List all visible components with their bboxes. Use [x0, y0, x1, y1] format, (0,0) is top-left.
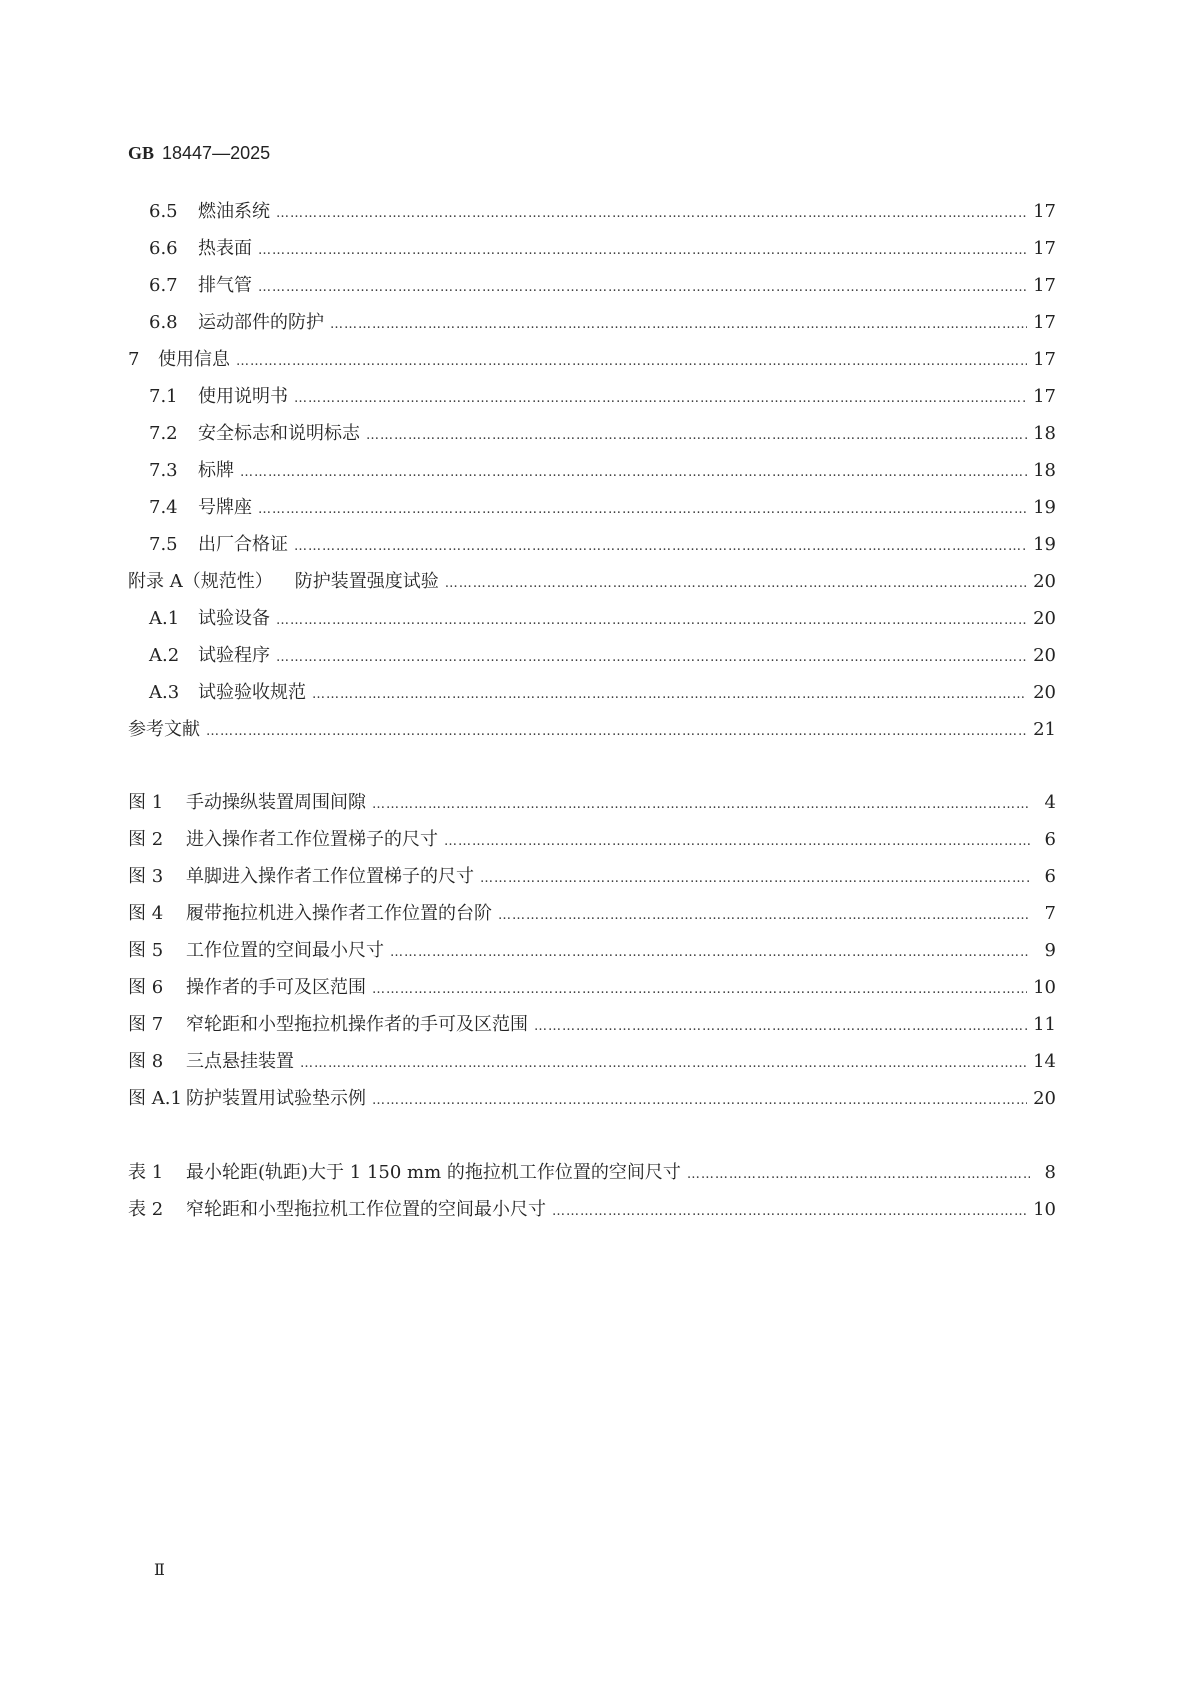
dot-leader — [294, 539, 1027, 554]
toc-entry[interactable] — [128, 788, 1056, 814]
toc-entry[interactable] — [128, 1195, 1056, 1221]
toc-entry[interactable] — [128, 936, 1056, 962]
entry-page: 20 — [1033, 608, 1056, 629]
dot-leader — [372, 982, 1027, 997]
entry-number: 7.5 — [149, 534, 178, 555]
entry-number: 表 1 — [128, 1162, 164, 1183]
toc-entry[interactable] — [128, 715, 1056, 741]
entry-title: 出厂合格证 — [198, 534, 288, 555]
entry-page: 17 — [1033, 312, 1056, 333]
toc-entry[interactable] — [149, 493, 1056, 519]
toc-entry[interactable] — [128, 1047, 1056, 1073]
entry-page: 14 — [1033, 1051, 1056, 1072]
toc-entry[interactable] — [149, 382, 1056, 408]
toc-entry[interactable] — [128, 825, 1056, 851]
dot-leader — [206, 724, 1027, 739]
entry-number: 7.4 — [149, 497, 178, 518]
entry-page: 7 — [1044, 903, 1056, 924]
entry-number: 图 7 — [128, 1014, 164, 1035]
entry-number: 6.6 — [149, 238, 178, 259]
entry-page: 20 — [1033, 571, 1056, 592]
entry-page: 20 — [1033, 682, 1056, 703]
entry-title: 使用信息 — [158, 349, 230, 370]
entry-title: 试验验收规范 — [198, 682, 306, 703]
entry-page: 18 — [1033, 423, 1056, 444]
toc-entry[interactable] — [128, 567, 1056, 593]
entry-number: 7 — [128, 349, 140, 370]
toc-entry[interactable] — [128, 899, 1056, 925]
dot-leader — [258, 243, 1027, 258]
toc-entry[interactable] — [128, 862, 1056, 888]
entry-title: 运动部件的防护 — [198, 312, 324, 333]
entry-title: 履带拖拉机进入操作者工作位置的台阶 — [186, 903, 492, 924]
dot-leader — [276, 650, 1027, 665]
entry-title: 进入操作者工作位置梯子的尺寸 — [186, 829, 438, 850]
entry-page: 17 — [1033, 238, 1056, 259]
toc-entry[interactable] — [149, 419, 1056, 445]
entry-number: 7.1 — [149, 386, 178, 407]
dot-leader — [258, 502, 1027, 517]
dot-leader — [258, 280, 1027, 295]
entry-title: 参考文献 — [128, 719, 200, 740]
entry-number: 7.2 — [149, 423, 178, 444]
toc-entry[interactable] — [149, 456, 1056, 482]
toc-entry[interactable] — [128, 1084, 1056, 1110]
entry-title: 防护装置强度试验 — [294, 571, 439, 592]
entry-title: 窄轮距和小型拖拉机工作位置的空间最小尺寸 — [186, 1199, 546, 1220]
entry-number: 6.8 — [149, 312, 178, 333]
entry-page: 17 — [1033, 275, 1056, 296]
entry-page: 17 — [1033, 349, 1056, 370]
dot-leader — [687, 1167, 1030, 1182]
entry-page: 18 — [1033, 460, 1056, 481]
entry-page: 19 — [1033, 497, 1056, 518]
dot-leader — [240, 465, 1027, 480]
entry-title: 试验程序 — [198, 645, 270, 666]
entry-title: 最小轮距(轨距)大于 1 150 mm 的拖拉机工作位置的空间尺寸 — [186, 1162, 681, 1183]
entry-number: A.2 — [149, 645, 180, 666]
dot-leader — [444, 834, 1030, 849]
dot-leader — [390, 945, 1030, 960]
dot-leader — [312, 687, 1027, 702]
toc-entry[interactable] — [128, 1010, 1056, 1036]
entry-page: 10 — [1033, 1199, 1056, 1220]
dot-leader — [372, 1093, 1027, 1108]
entry-page: 17 — [1033, 201, 1056, 222]
toc-entry[interactable] — [128, 345, 1056, 371]
toc-entry[interactable] — [149, 308, 1056, 334]
toc-entry[interactable] — [149, 530, 1056, 556]
toc-entry[interactable] — [149, 678, 1056, 704]
entry-number: 图 A.1 — [128, 1088, 182, 1109]
entry-number: 图 3 — [128, 866, 164, 887]
entry-title: 标牌 — [198, 460, 234, 481]
toc-entry[interactable] — [149, 234, 1056, 260]
entry-title: 三点悬挂装置 — [186, 1051, 294, 1072]
entry-number: 表 2 — [128, 1199, 164, 1220]
toc-entry[interactable] — [128, 973, 1056, 999]
dot-leader — [276, 206, 1027, 221]
dot-leader — [236, 354, 1027, 369]
entry-page: 10 — [1033, 977, 1056, 998]
entry-title: 排气管 — [198, 275, 252, 296]
entry-title: 工作位置的空间最小尺寸 — [186, 940, 384, 961]
dot-leader — [276, 613, 1027, 628]
entry-title: 窄轮距和小型拖拉机操作者的手可及区范围 — [186, 1014, 528, 1035]
entry-page: 6 — [1044, 829, 1056, 850]
toc-entry[interactable] — [149, 641, 1056, 667]
dot-leader — [498, 908, 1030, 923]
entry-number: 图 6 — [128, 977, 164, 998]
entry-title: 试验设备 — [198, 608, 270, 629]
toc-entry[interactable] — [149, 604, 1056, 630]
entry-page: 20 — [1033, 1088, 1056, 1109]
dot-leader — [552, 1204, 1027, 1219]
entry-page: 19 — [1033, 534, 1056, 555]
dot-leader — [372, 797, 1030, 812]
entry-title: 号牌座 — [198, 497, 252, 518]
entry-number: A.3 — [149, 682, 180, 703]
entry-title: 防护装置用试验垫示例 — [186, 1088, 366, 1109]
entry-number: 图 1 — [128, 792, 164, 813]
standard-prefix: GB — [128, 143, 155, 163]
entry-title: 安全标志和说明标志 — [198, 423, 360, 444]
entry-page: 17 — [1033, 386, 1056, 407]
entry-title: 手动操纵装置周围间隙 — [186, 792, 366, 813]
entry-page: 9 — [1044, 940, 1056, 961]
entry-number: 图 8 — [128, 1051, 164, 1072]
dot-leader — [300, 1056, 1027, 1071]
dot-leader — [330, 317, 1027, 332]
entry-page: 6 — [1044, 866, 1056, 887]
toc-entry[interactable] — [128, 1158, 1056, 1184]
dot-leader — [534, 1019, 1027, 1034]
standard-code: 18447—2025 — [162, 143, 271, 163]
entry-number: 图 5 — [128, 940, 164, 961]
dot-leader — [445, 576, 1027, 591]
entry-number: 6.7 — [149, 275, 178, 296]
entry-number: 6.5 — [149, 201, 178, 222]
entry-page: 4 — [1044, 792, 1056, 813]
entry-title: 单脚进入操作者工作位置梯子的尺寸 — [186, 866, 474, 887]
entry-number: 附录 A（规范性） — [128, 571, 273, 592]
dot-leader — [294, 391, 1027, 406]
dot-leader — [366, 428, 1027, 443]
entry-page: 11 — [1033, 1014, 1056, 1035]
entry-page: 21 — [1033, 719, 1056, 740]
entry-title: 热表面 — [198, 238, 252, 259]
entry-title: 燃油系统 — [198, 201, 270, 222]
entry-title: 操作者的手可及区范围 — [186, 977, 366, 998]
toc-entry[interactable] — [149, 197, 1056, 223]
entry-page: 20 — [1033, 645, 1056, 666]
entry-page: 8 — [1044, 1162, 1056, 1183]
entry-title: 使用说明书 — [198, 386, 288, 407]
dot-leader — [480, 871, 1030, 886]
entry-number: 图 2 — [128, 829, 164, 850]
entry-number: A.1 — [149, 608, 180, 629]
entry-number: 7.3 — [149, 460, 178, 481]
entry-number: 图 4 — [128, 903, 164, 924]
document-header — [128, 143, 270, 164]
toc-entry[interactable] — [149, 271, 1056, 297]
page-number: Ⅱ — [154, 1560, 165, 1579]
